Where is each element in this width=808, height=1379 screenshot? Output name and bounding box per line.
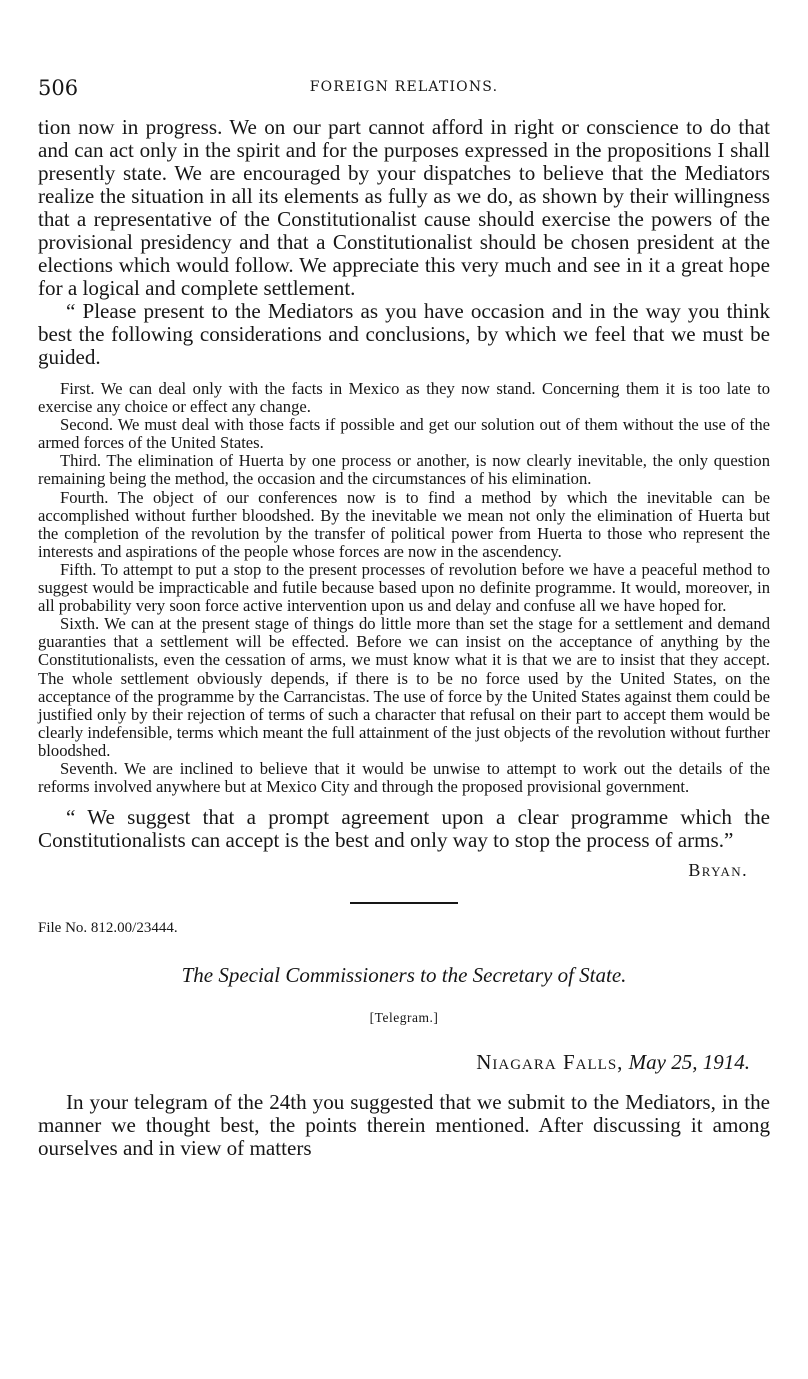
signature: Bryan. bbox=[688, 860, 748, 881]
page-header bbox=[38, 76, 770, 100]
file-number: File No. 812.00/23444. bbox=[38, 920, 178, 937]
point-seventh: Seventh. We are inclined to believe that it would be unwise to attempt to work out the details of the reforms involved anywhere but at Mexico City and through the proposed provisional government. bbox=[38, 758, 770, 797]
point-second: Second. We must deal with those facts if possible and get our solution out of them without the use of the armed forces of the United States. bbox=[38, 415, 770, 453]
section-divider bbox=[350, 902, 458, 904]
document-title: The Special Commissioners to the Secretary of State. bbox=[181, 963, 627, 988]
considerations-intro-paragraph: “ Please present to the Mediators as you have occasion and in the way you think best the following considerations and conclusions, by which we feel that we must be guided. bbox=[38, 299, 770, 369]
telegram-label: [Telegram.] bbox=[369, 1010, 439, 1026]
dateline bbox=[38, 1050, 750, 1075]
page-body bbox=[38, 116, 770, 1160]
page-number: 506 bbox=[38, 76, 79, 100]
closing-suggestion-paragraph: “ We suggest that a prompt agreement upon a clear programme which the Constitutionalists can accept is the best and only way to stop the process of arms.” bbox=[38, 805, 770, 853]
telegram-opening-paragraph: In your telegram of the 24th you suggested that we submit to the Mediators, in the manner we thought best, the points therein mentioned. After discussing it among ourselves and in view of matters bbox=[38, 1090, 770, 1161]
continuation-paragraph: tion now in progress. We on our part cannot afford in right or conscience to do that and can act only in the spirit and for the purposes expressed in the propositions I shall presently state. We are encouraged by your dispatches to believe that the Mediators realize the situation in all its elements as fully as we do, as shown by their willingness that a representative of the Constitutionalist cause should exercise the powers of the provisional presidency and that a Constitutionalist should be chosen president at the elections which would follow. We appreciate this very much and see in it a great hope for a logical and complete settlement. bbox=[38, 115, 770, 300]
point-fourth: Fourth. The object of our conferences now is to find a method by which the inevitable can be accomplished without further bloodshed. By the inevitable we mean not only the elimination of Huerta but the completion of the revolution by the transfer of political power from Huerta to those who represent the interests and aspirations of the people whose forces are now in the ascendency. bbox=[38, 487, 770, 561]
point-fifth: Fifth. To attempt to put a stop to the present processes of revolution before we have a peaceful method to suggest would be impracticable and futile because based upon no definite programme. It would, moreover, in all probability very soon force active intervention upon us and delay and confuse all we have hoped for. bbox=[38, 559, 770, 616]
point-first: First. We can deal only with the facts in Mexico as they now stand. Concerning them it is too late to exercise any choice or effect any change. bbox=[38, 379, 770, 417]
running-head: FOREIGN RELATIONS. bbox=[309, 79, 499, 95]
point-third: Third. The elimination of Huerta by one process or another, is now clearly inevitable, the only question remaining being the method, the occasion and the circumstances of his elimination. bbox=[38, 451, 770, 489]
point-sixth: Sixth. We can at the present stage of things do little more than set the stage for a settlement and demand guaranties that a settlement will be effected. Before we can insist on the acceptance of anything by the Constitutionalists, even the cessation of arms, we must know what it is that we are to insist that they accept. The whole settlement obviously depends, if there is to be no force used by the United States, on the acceptance of the programme by the Carrancistas. The use of force by the United States against them could be justified only by their rejection of terms of such a character that refusal on their part to accept them would be clearly indefensible, terms which meant the full attainment of the just objects of the revolution without further bloodshed. bbox=[38, 614, 770, 760]
considerations-list bbox=[38, 380, 770, 796]
dateline-place: Niagara Falls, bbox=[476, 1050, 624, 1075]
dateline-date: May 25, 1914. bbox=[628, 1050, 750, 1075]
